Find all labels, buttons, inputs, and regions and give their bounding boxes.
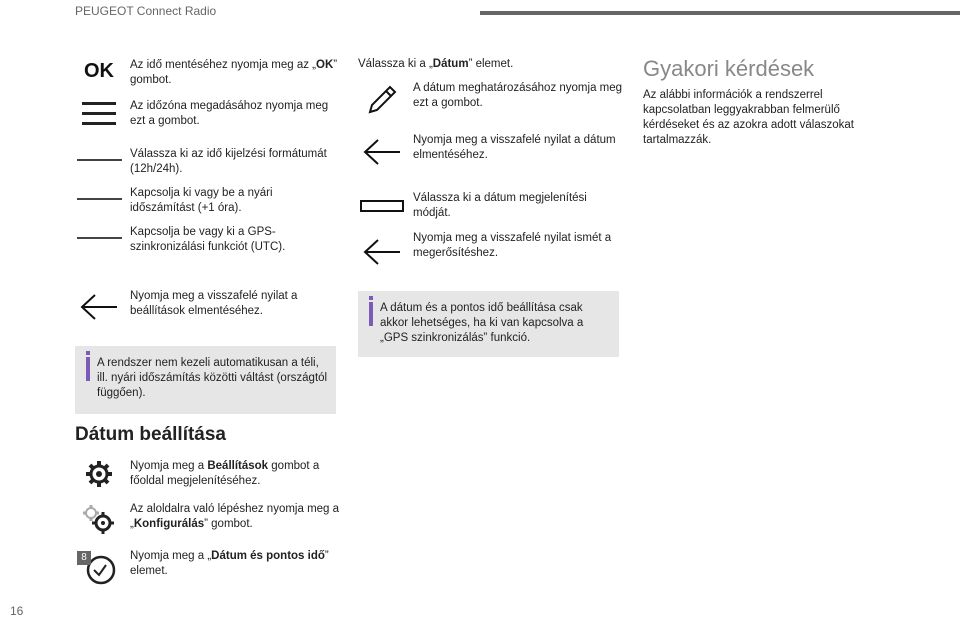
pencil-icon bbox=[358, 82, 406, 118]
instruction-row bbox=[75, 457, 345, 491]
instruction-row bbox=[75, 56, 345, 90]
intro-text: Válassza ki a „Dátum” elemet. bbox=[358, 58, 514, 70]
instruction-text: Kapcsolja be vagy ki a GPS-szinkronizálási funkciót (UTC). bbox=[130, 226, 286, 253]
instruction-text: Nyomja meg a visszafelé nyilat a dátum elmentéséhez. bbox=[413, 134, 616, 161]
info-icon bbox=[369, 302, 373, 326]
faq-title: Gyakori kérdések bbox=[643, 56, 815, 81]
info-text: A dátum és a pontos idő beállítása csak akkor lehetséges, ha ki van kapcsolva a „GPS szinkronizálás” funkció. bbox=[380, 302, 584, 344]
back-arrow-icon bbox=[75, 291, 123, 323]
line-icon bbox=[75, 194, 123, 204]
instruction-row bbox=[75, 186, 345, 218]
line-icon bbox=[75, 233, 123, 243]
info-box bbox=[358, 291, 619, 357]
section-title: Dátum beállítása bbox=[75, 424, 226, 445]
instruction-text: Nyomja meg a visszafelé nyilat a beállítások elmentéséhez. bbox=[130, 290, 298, 317]
instruction-row bbox=[358, 80, 628, 120]
page-number: 16 bbox=[10, 604, 24, 618]
instruction-text: Kapcsolja ki vagy be a nyári időszámítást (+1 óra). bbox=[130, 187, 273, 214]
instruction-row bbox=[358, 230, 628, 270]
info-box bbox=[75, 346, 336, 414]
clock-icon bbox=[75, 547, 123, 589]
display-box-icon bbox=[358, 196, 406, 216]
info-icon bbox=[86, 357, 90, 381]
instruction-text: Válassza ki a dátum megjelenítési módját. bbox=[413, 192, 587, 219]
instruction-row bbox=[358, 132, 628, 172]
faq-body: Az alábbi információk a rendszerrel kapcsolatban leggyakrabban felmerülő kérdéseket és az azokra adott válaszokat tartalmazzák. bbox=[643, 89, 854, 146]
instruction-text: Az aloldalra való lépéshez nyomja meg a „Konfigurálás” gombot. bbox=[130, 503, 340, 530]
menu-icon bbox=[75, 99, 123, 129]
instruction-text: Nyomja meg a „Dátum és pontos idő” elemet. bbox=[130, 550, 329, 577]
instruction-row bbox=[75, 289, 345, 323]
back-arrow-icon bbox=[358, 134, 406, 170]
instruction-text: Válassza ki az idő kijelzési formátumát (12h/24h). bbox=[130, 148, 327, 175]
instruction-text: A dátum meghatározásához nyomja meg ezt a gombot. bbox=[413, 82, 623, 109]
left-column bbox=[75, 0, 340, 640]
instruction-text: Nyomja meg a visszafelé nyilat ismét a megerősítéshez. bbox=[413, 232, 612, 259]
info-text: A rendszer nem kezeli automatikusan a téli, ill. nyári időszámítás közötti váltást (országtól függően). bbox=[97, 357, 328, 399]
instruction-text: Az idő mentéséhez nyomja meg az „OK” gombot. bbox=[130, 59, 338, 86]
back-arrow-icon bbox=[358, 234, 406, 270]
header-title: PEUGEOT Connect Radio bbox=[75, 4, 217, 18]
middle-column bbox=[358, 0, 623, 640]
gears-icon bbox=[75, 502, 123, 536]
instruction-row bbox=[75, 97, 345, 131]
instruction-text: Nyomja meg a Beállítások gombot a főoldal megjelenítéséhez. bbox=[130, 460, 320, 487]
badge: 8 bbox=[77, 551, 91, 565]
gear-icon bbox=[75, 457, 123, 491]
instruction-row bbox=[75, 547, 345, 589]
instruction-row bbox=[358, 190, 628, 224]
ok-text-icon: OK bbox=[84, 59, 114, 82]
instruction-row bbox=[75, 147, 345, 179]
instruction-row bbox=[75, 502, 345, 536]
instruction-text: Az időzóna megadásához nyomja meg ezt a gombot. bbox=[130, 100, 329, 127]
line-icon bbox=[75, 155, 123, 165]
instruction-row bbox=[75, 225, 345, 257]
